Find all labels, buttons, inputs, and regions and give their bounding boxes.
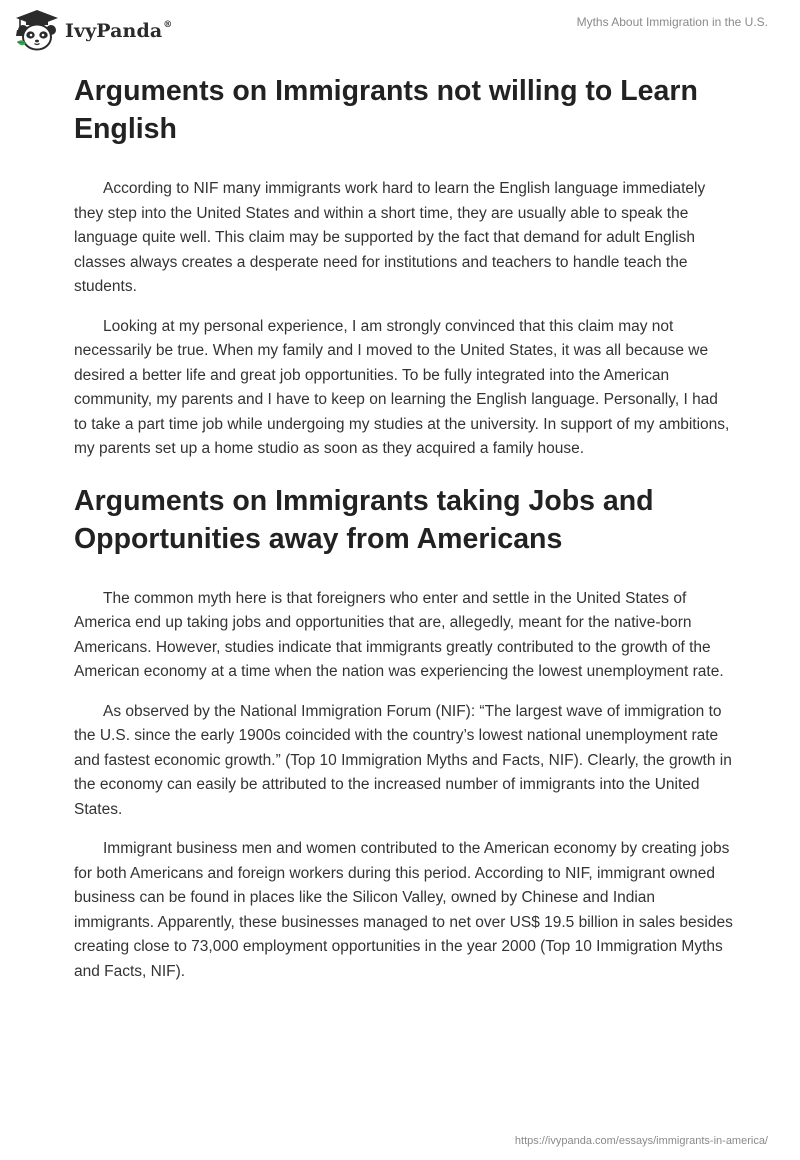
paragraph: Looking at my personal experience, I am strongly convinced that this claim may not necessarily be true. When my family and I moved to the United States, it was all because we desired a better life and great job opportunities. To be fully integrated into the American community, my parents and I have to keep on learning the English language. Personally, I had to take a part time job while undergoing my studies at the university. In support of my ambitions, my parents set up a home studio as soon as they acquired a family house. <box>74 317 730 457</box>
source-url[interactable]: https://ivypanda.com/essays/immigrants-in-america/ <box>514 1135 768 1147</box>
paragraph: Immigrant business men and women contributed to the American economy by creating jobs for both Americans and foreign workers during this period. According to NIF, immigrant owned business can be found in places like the Silicon Valley, owned by Chinese and Indian immigrants. Apparently, these businesses managed to net over US$ 19.5 billion in sales besides creating close to 73,000 employment opportunities in the year 2000 (Top 10 Immigration Myths and Facts, NIF). <box>74 840 733 980</box>
brand-name: IvyPanda® <box>65 19 173 42</box>
paragraph: According to NIF many immigrants work hard to learn the English language immediately they step into the United States and within a short time, they are usually able to speak the language quite well. This claim may be supported by the fact that demand for adult English classes always creates a desperate need for institutions and teachers to handle teach the students. <box>74 180 706 295</box>
registered-mark: ® <box>163 19 173 30</box>
brand-logo[interactable] <box>14 8 172 52</box>
panda-graduate-icon <box>14 8 60 52</box>
paragraph: The common myth here is that foreigners who enter and settle in the United States of America end up taking jobs and opportunities that are, allegedly, meant for the native-born Americans. However, studies indicate that immigrants greatly contributed to the growth of the American economy at a time when the nation was experiencing the lowest unemployment rate. <box>74 589 724 680</box>
section-heading: Arguments on Immigrants not willing to Learn English <box>74 75 698 145</box>
paragraph: As observed by the National Immigration Forum (NIF): “The largest wave of immigration to the U.S. since the early 1900s coincided with the country’s lowest national unemployment rate and fastest economic growth.” (Top 10 Immigration Myths and Facts, NIF). Clearly, the growth in the economy can easily be attributed to the increased number of immigrants into the United States. <box>74 702 732 818</box>
page-header <box>0 0 800 64</box>
article-body <box>74 72 734 984</box>
document-title: Myths About Immigration in the U.S. <box>576 15 768 29</box>
section-heading: Arguments on Immigrants taking Jobs and Opportunities away from Americans <box>74 484 654 555</box>
